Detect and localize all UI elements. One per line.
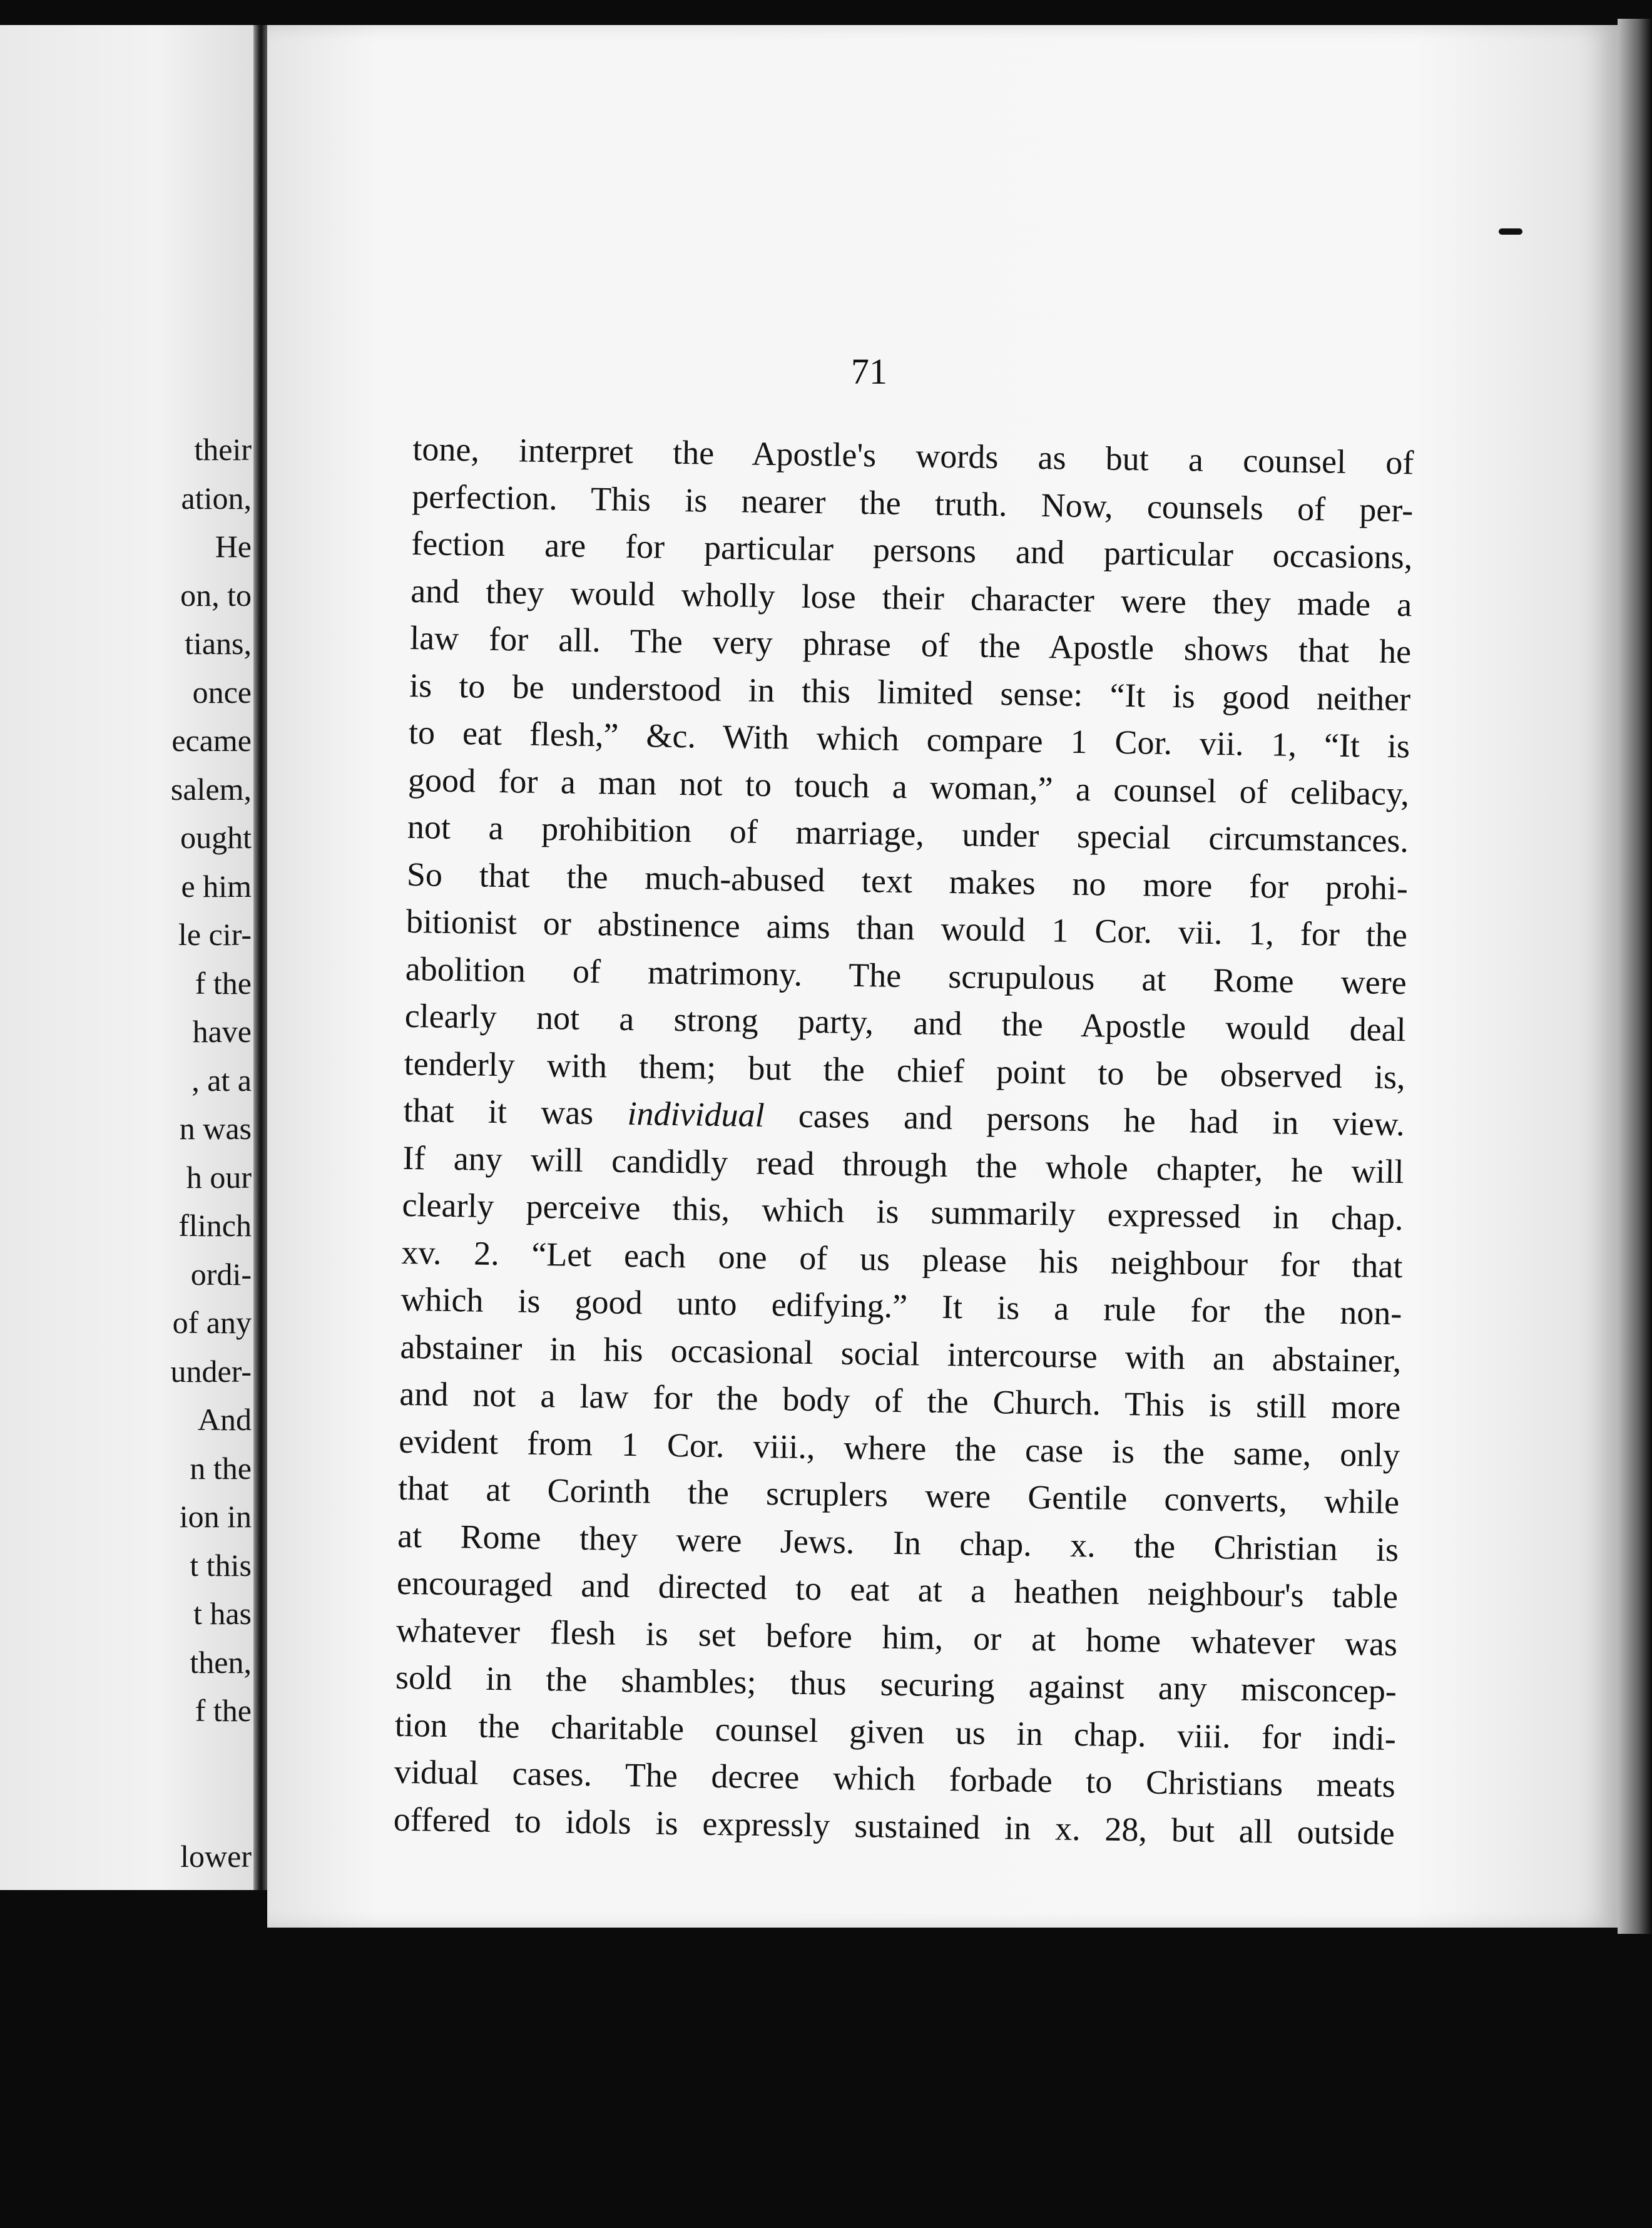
text-line: is to be understood in this limited sense: “It is good neither xyxy=(409,666,1411,718)
left-line: h our xyxy=(186,1159,252,1195)
text-line: vidual cases. The decree which forbade to Christians meats xyxy=(394,1752,1396,1805)
text-line: If any will candidly read through the whole chapter, he will xyxy=(402,1138,1404,1190)
left-line: have xyxy=(192,1014,252,1049)
left-line: n was xyxy=(179,1111,252,1146)
left-line: ation, xyxy=(181,480,252,516)
left-line: once xyxy=(192,674,252,710)
left-line: n the xyxy=(190,1450,252,1486)
left-line: ecame xyxy=(171,723,252,758)
left-line: lower xyxy=(180,1838,252,1874)
text-line: encouraged and directed to eat at a heathen neighbour's table xyxy=(396,1563,1399,1616)
text-line: So that the much-abused text makes no more for prohi- xyxy=(406,855,1409,907)
text-line: sold in the shambles; thus securing against any misconcep- xyxy=(395,1658,1397,1710)
left-line: under- xyxy=(170,1353,252,1389)
text-line: abolition of matrimony. The scrupulous at Rome were xyxy=(405,949,1407,1001)
ink-mark xyxy=(1499,228,1522,235)
text-line: not a prohibition of marriage, under special circumstances. xyxy=(407,807,1409,860)
text-line: tion the charitable counsel given us in chap. viii. for indi- xyxy=(394,1705,1397,1757)
text-line: evident from 1 Cor. viii., where the case is the same, only xyxy=(398,1422,1400,1474)
left-line: ordi- xyxy=(190,1256,252,1292)
text-line: abstainer in his occasional social intercourse with an abstainer, xyxy=(400,1327,1402,1379)
text-line: that it was individual cases and persons he had in view. xyxy=(403,1091,1405,1143)
left-line: flinch xyxy=(178,1208,252,1243)
left-line xyxy=(1,1784,252,1832)
text-line: tone, interpret the Apostle's words as but a counsel of xyxy=(412,429,1414,482)
left-line: salem, xyxy=(170,771,252,807)
page-edge xyxy=(1618,19,1652,1934)
text-line: clearly not a strong party, and the Apostle would deal xyxy=(404,996,1407,1049)
left-line: , at a xyxy=(191,1062,252,1098)
text-line: at Rome they were Jews. In chap. x. the Christian is xyxy=(397,1516,1399,1568)
page-number: 71 xyxy=(851,351,887,392)
text-line: law for all. The very phrase of the Apostle shows that he xyxy=(409,618,1412,671)
left-line: on, to xyxy=(180,577,252,613)
text-line: xv. 2. “Let each one of us please his neighbour for that xyxy=(401,1233,1403,1285)
text-line: which is good unto edifying.” It is a rule for the non- xyxy=(400,1280,1402,1332)
left-line: tians, xyxy=(185,626,252,661)
text-line: to eat flesh,” &c. With which compare 1 Cor. vii. 1, “It is xyxy=(408,713,1410,765)
left-line: And xyxy=(197,1402,252,1437)
left-page xyxy=(0,25,263,1890)
left-line: their xyxy=(194,432,252,467)
text-line: tenderly with them; but the chief point to be observed is, xyxy=(404,1044,1406,1096)
left-line: t this xyxy=(190,1547,252,1583)
body-text xyxy=(393,426,1414,1857)
left-line: t has xyxy=(193,1596,252,1631)
left-line: e him xyxy=(181,868,252,904)
text-line: clearly perceive this, which is summarily expressed in chap. xyxy=(402,1185,1404,1238)
left-page-text xyxy=(1,426,252,1881)
left-line: of any xyxy=(172,1305,252,1340)
text-line: and not a law for the body of the Church. This is still more xyxy=(399,1374,1401,1427)
text-line: fection are for particular persons and particular occasions, xyxy=(410,524,1413,576)
text-line: bitionist or abstinence aims than would 1 Cor. vii. 1, for the xyxy=(405,902,1408,954)
left-line: f the xyxy=(195,965,252,1001)
left-line: He xyxy=(215,529,252,564)
text-line: that at Corinth the scruplers were Gentile converts, while xyxy=(397,1469,1400,1521)
left-line: le cir- xyxy=(178,917,252,952)
text-line: offered to idols is expressly sustained in x. 28, but all outside xyxy=(393,1800,1395,1852)
left-line: ought xyxy=(180,820,252,855)
left-line: then, xyxy=(190,1644,252,1680)
left-line xyxy=(1,1735,252,1784)
left-line: ion in xyxy=(179,1499,252,1534)
text-line: whatever flesh is set before him, or at home whatever was xyxy=(395,1611,1398,1663)
book-gutter xyxy=(253,25,267,1890)
text-line: perfection. This is nearer the truth. Now, counsels of per- xyxy=(412,477,1414,529)
text-line: good for a man not to touch a woman,” a counsel of celibacy, xyxy=(407,760,1410,812)
text-line: and they would wholly lose their character were they made a xyxy=(410,571,1412,623)
left-line: f the xyxy=(195,1693,252,1728)
